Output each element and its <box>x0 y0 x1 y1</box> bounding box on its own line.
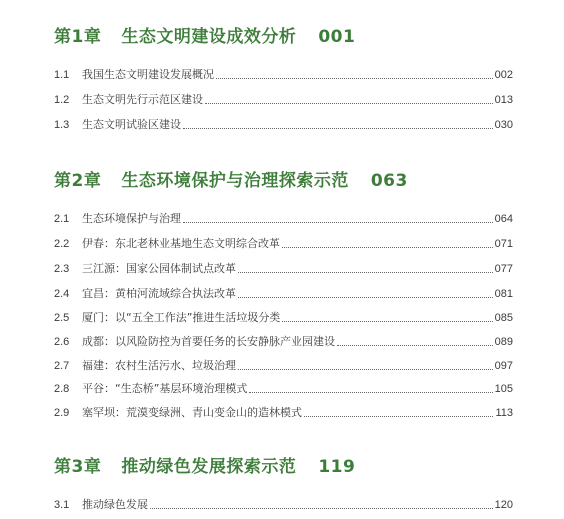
chapter-page: 119 <box>318 457 356 477</box>
chapter-title: 生态环境保护与治理探索示范 <box>121 171 349 191</box>
entry-number: 3.1 <box>54 499 70 511</box>
entry-number: 1.3 <box>54 119 70 131</box>
dot-leader <box>249 392 492 393</box>
entry-title: 厦门：以“五全工作法”推进生活垃圾分类 <box>82 311 281 324</box>
entry-number: 2.1 <box>54 213 70 225</box>
entry-page: 085 <box>494 312 513 324</box>
entry-title: 宜昌：黄柏河流域综合执法改革 <box>82 287 236 300</box>
chapter-page: 063 <box>370 171 408 191</box>
entry-number: 2.5 <box>54 312 70 324</box>
entry-title: 三江源：国家公园体制试点改革 <box>82 262 236 275</box>
entry-title: 生态环境保护与治理 <box>82 212 181 225</box>
toc-entry[interactable] <box>54 355 513 373</box>
toc-entry[interactable] <box>54 402 513 420</box>
chapter-heading[interactable] <box>54 170 408 192</box>
toc-entry[interactable] <box>54 378 513 396</box>
toc-entry[interactable] <box>54 233 513 251</box>
toc-entry[interactable] <box>54 114 513 132</box>
entry-page: 071 <box>494 238 513 250</box>
dot-leader <box>282 321 492 322</box>
entry-page: 105 <box>494 383 513 395</box>
entry-number: 2.6 <box>54 336 70 348</box>
entry-number: 2.9 <box>54 407 70 419</box>
toc-entry[interactable] <box>54 258 513 276</box>
dot-leader <box>216 78 493 79</box>
chapter-heading[interactable] <box>54 456 355 478</box>
entry-title: 平谷：“生态桥”基层环境治理模式 <box>82 382 248 395</box>
dot-leader <box>304 416 493 417</box>
dot-leader <box>337 345 493 346</box>
entry-page: 089 <box>494 336 513 348</box>
entry-page: 030 <box>494 119 513 131</box>
toc-entry[interactable] <box>54 307 513 325</box>
entry-page: 097 <box>494 360 513 372</box>
entry-title: 伊春：东北老林业基地生态文明综合改革 <box>82 237 280 250</box>
entry-number: 1.2 <box>54 94 70 106</box>
entry-page: 120 <box>494 499 513 511</box>
entry-title: 生态文明试验区建设 <box>82 118 181 131</box>
dot-leader <box>205 103 493 104</box>
chapter-title: 推动绿色发展探索示范 <box>121 457 297 477</box>
toc-entry[interactable] <box>54 89 513 107</box>
chapter-label: 第1章 <box>54 27 102 47</box>
entry-number: 2.8 <box>54 383 70 395</box>
toc-entry[interactable] <box>54 283 513 301</box>
entry-page: 064 <box>494 213 513 225</box>
dot-leader <box>238 272 493 273</box>
dot-leader <box>238 297 493 298</box>
entry-title: 推动绿色发展 <box>82 498 148 511</box>
entry-title: 我国生态文明建设发展概况 <box>82 68 214 81</box>
chapter-heading[interactable] <box>54 26 355 48</box>
entry-page: 002 <box>494 69 513 81</box>
chapter-title: 生态文明建设成效分析 <box>121 27 297 47</box>
entry-number: 2.3 <box>54 263 70 275</box>
entry-title: 福建：农村生活污水、垃圾治理 <box>82 359 236 372</box>
entry-number: 2.7 <box>54 360 70 372</box>
dot-leader <box>183 128 493 129</box>
dot-leader <box>282 247 493 248</box>
toc-entry[interactable] <box>54 64 513 82</box>
entry-title: 生态文明先行示范区建设 <box>82 93 203 106</box>
dot-leader <box>150 508 493 509</box>
toc-entry[interactable] <box>54 208 513 226</box>
entry-title: 成都：以风险防控为首要任务的长安静脉产业园建设 <box>82 335 335 348</box>
entry-number: 2.2 <box>54 238 70 250</box>
entry-title: 塞罕坝：荒漠变绿洲、青山变金山的造林模式 <box>82 406 302 419</box>
entry-page: 113 <box>495 407 513 419</box>
dot-leader <box>238 369 493 370</box>
toc-entry[interactable] <box>54 331 513 349</box>
dot-leader <box>183 222 493 223</box>
entry-page: 013 <box>494 94 513 106</box>
entry-page: 077 <box>494 263 513 275</box>
entry-number: 1.1 <box>54 69 70 81</box>
chapter-label: 第3章 <box>54 457 102 477</box>
chapter-page: 001 <box>318 27 356 47</box>
entry-number: 2.4 <box>54 288 70 300</box>
chapter-label: 第2章 <box>54 171 102 191</box>
toc-entry[interactable] <box>54 494 513 512</box>
entry-page: 081 <box>494 288 513 300</box>
